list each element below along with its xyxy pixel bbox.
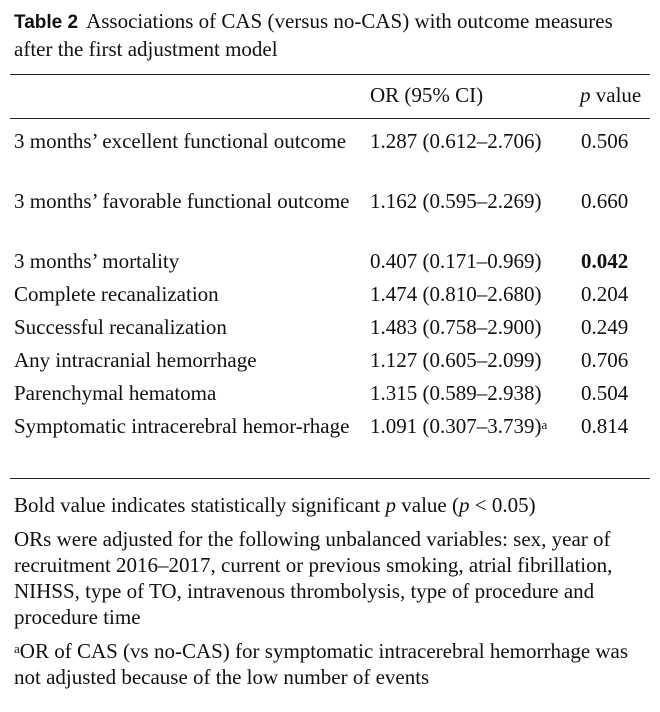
header-rule	[10, 118, 650, 119]
footnote-text: Bold value indicates statistically significant	[14, 493, 386, 517]
header-p-rest: value	[590, 83, 642, 107]
row-p-value: 0.706	[581, 348, 629, 372]
footnote-adjusted: ORs were adjusted for the following unbalanced variables: sex, year of recruitment 2016–2017, current or previous smoking, atrial fibrillation, NIHSS, type of TO, intravenous thrombolysis, type of procedure and procedure time	[14, 527, 613, 629]
row-p-value-significant: 0.042	[581, 249, 629, 273]
bottom-rule	[10, 478, 650, 479]
footnote-italic-p: p	[458, 493, 470, 517]
row-label: Symptomatic intracerebral hemor-rhage	[14, 414, 350, 438]
row-or: 1.127 (0.605–2.099)	[370, 348, 542, 372]
row-p-value: 0.504	[581, 381, 629, 405]
row-p-value: 0.814	[581, 414, 629, 438]
table-footnotes	[14, 492, 650, 698]
header-p-italic: p	[580, 83, 591, 107]
footnote-italic-p: p	[385, 493, 396, 517]
row-p-value: 0.660	[581, 189, 629, 213]
row-or: 1.162 (0.595–2.269)	[370, 189, 542, 213]
row-label: 3 months’ mortality	[14, 249, 180, 273]
table-row	[0, 281, 660, 314]
table-row	[0, 188, 660, 248]
table-row	[0, 380, 660, 413]
row-or: 0.407 (0.171–0.969)	[370, 249, 542, 273]
row-label: Complete recanalization	[14, 282, 219, 306]
row-label: 3 months’ favorable functional outcome	[14, 189, 350, 213]
top-rule	[10, 74, 650, 75]
table-row	[0, 128, 660, 188]
footnote-marker: a	[541, 417, 548, 432]
table-row	[0, 347, 660, 380]
footnote-text: < 0.05)	[469, 493, 536, 517]
row-or: 1.474 (0.810–2.680)	[370, 282, 542, 306]
row-p-value: 0.249	[581, 315, 629, 339]
table-row	[0, 413, 660, 473]
footnote-text: value (	[396, 493, 459, 517]
table-row	[0, 314, 660, 347]
table-caption	[14, 8, 650, 62]
row-or: 1.287 (0.612–2.706)	[370, 129, 542, 153]
row-label: Successful recanalization	[14, 315, 227, 339]
table-header-row	[0, 80, 660, 114]
footnote-bold-note	[14, 492, 650, 518]
row-p-value: 0.506	[581, 129, 629, 153]
row-label: 3 months’ excellent functional outcome	[14, 129, 347, 153]
footnote-a-marker: a	[14, 641, 20, 656]
table-body	[0, 128, 660, 473]
row-or: 1.483 (0.758–2.900)	[370, 315, 542, 339]
header-p-value	[580, 80, 641, 110]
row-or-value: 1.091 (0.307–3.739)	[370, 414, 542, 438]
row-label: Any intracranial hemorrhage	[14, 348, 257, 372]
table-caption-text: Associations of CAS (versus no-CAS) with outcome measures after the first adjustment model	[14, 9, 613, 61]
footnote-a	[14, 638, 650, 690]
row-p-value: 0.204	[581, 282, 629, 306]
footnote-a-text: OR of CAS (vs no-CAS) for symptomatic intracerebral hemorrhage was not adjusted because of the low number of events	[14, 639, 629, 689]
row-or: 1.315 (0.589–2.938)	[370, 381, 542, 405]
row-label: Parenchymal hematoma	[14, 381, 217, 405]
table-row	[0, 248, 660, 281]
header-or: OR (95% CI)	[370, 83, 484, 107]
table-label: Table 2	[14, 12, 79, 33]
row-or	[370, 413, 547, 440]
